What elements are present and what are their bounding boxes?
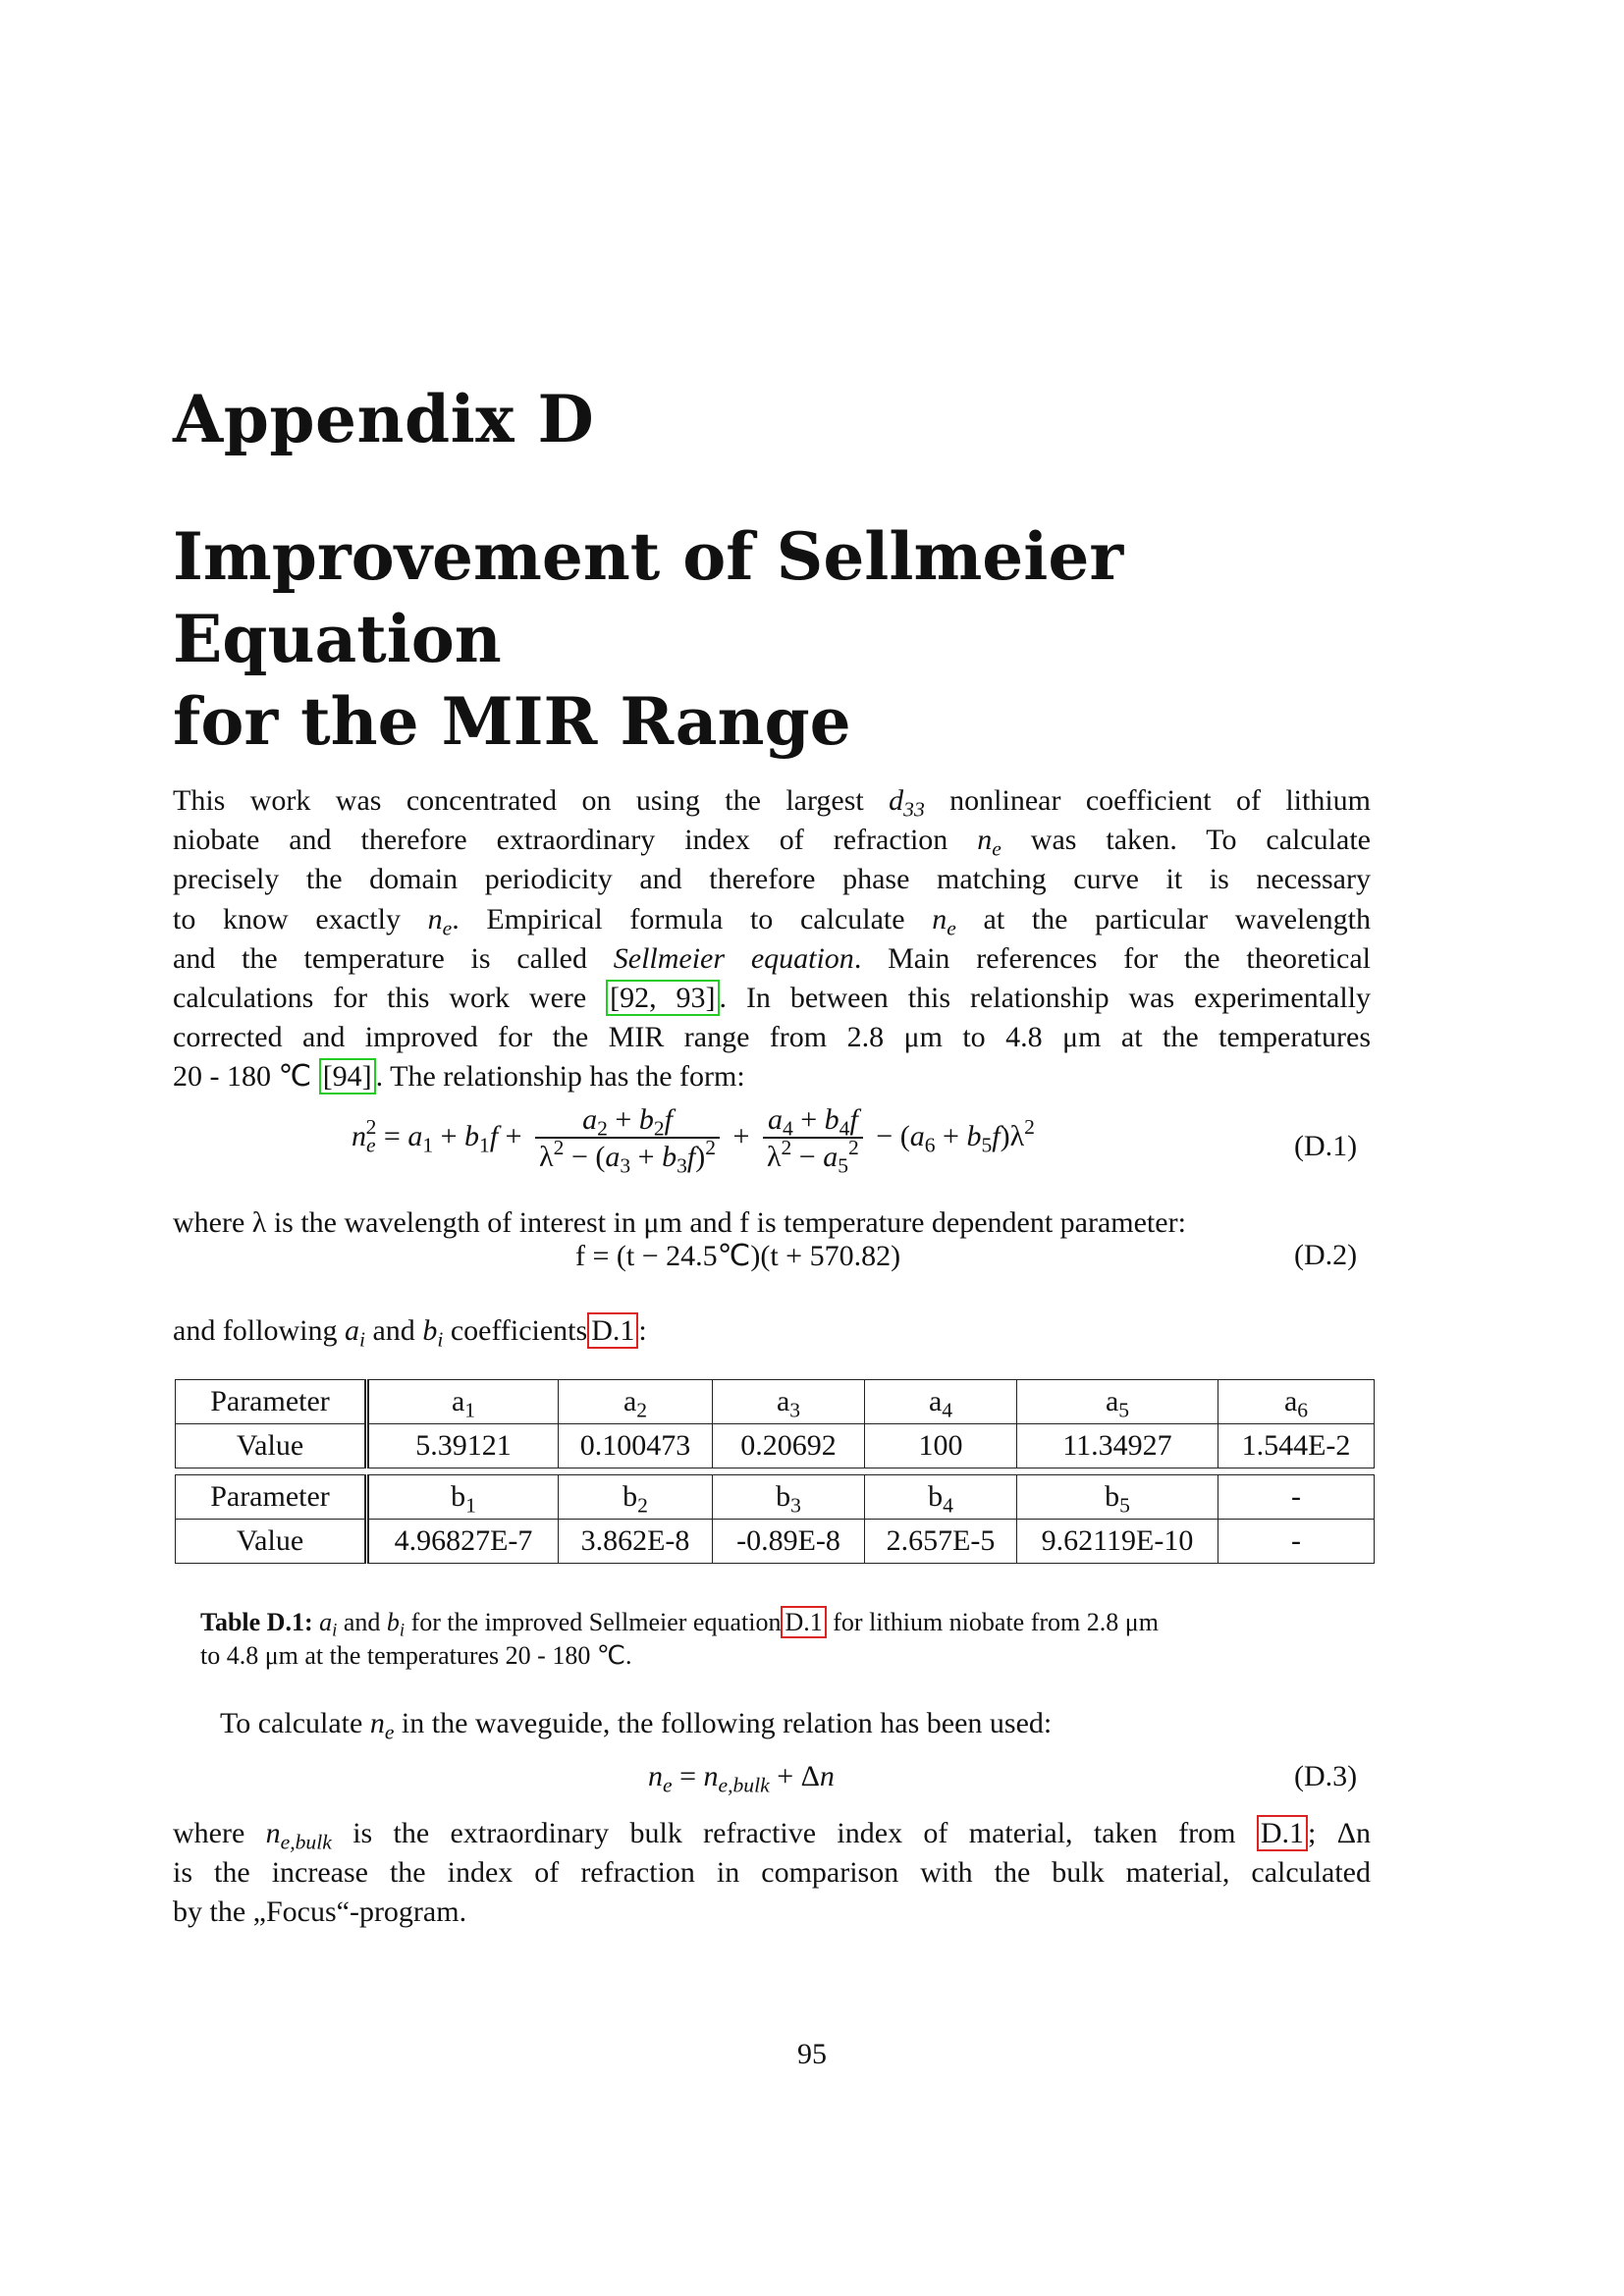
waveguide-paragraph: where $n_{e,bulk}$ is the extraordinary bulk refractive index of material, taken from D.1 ; Δn is the increase the index of refraction in comparison with the bulk material, calculated by the „Focus“-program. — [173, 1817, 1372, 1929]
table-cell: $a_4$ — [865, 1380, 1017, 1424]
chapter-title — [173, 515, 1449, 763]
equation-number-d2: (D.2) — [1294, 1239, 1358, 1271]
citation-link-92-93[interactable]: [92, 93] — [606, 980, 719, 1016]
equation-number-d3: (D.3) — [1294, 1760, 1358, 1792]
table-cell: 1.544E-2 — [1218, 1424, 1375, 1468]
after-d1-line: where λ is the wavelength of interest in μm and f is temperature dependent parameter: — [173, 1206, 1186, 1239]
citation-link-94[interactable]: [94] — [319, 1058, 376, 1095]
table-cell: 5.39121 — [367, 1424, 559, 1468]
equation-d1: $n_e^2 = a_1 + b_1f$ + $\frac{a_2 + b_2f}{\lambda^2 - (a_3 + b_3f)^2}$ + $\frac{a_4 + b_4f}{\lambda^2 - a_5^2}$ − $(a_6 + b_5f)\lambda^2$ — [352, 1103, 1035, 1178]
table-cell: - — [1218, 1520, 1375, 1564]
equation-link-d1[interactable]: D.1 — [781, 1606, 826, 1638]
table-cell: Parameter — [176, 1475, 367, 1520]
table-caption: Table D.1: $a_i$ and $b_i$ for the improved Sellmeier equation D.1 for lithium niobate from 2.8 μm to 4.8 μm at the temperatures 20 - 180 ℃. — [200, 1608, 1159, 1670]
equation-d2: f = (t − 24.5℃)(t + 570.82) — [575, 1240, 901, 1272]
table-cell: $b_2$ — [559, 1475, 713, 1520]
table-cell: $a_3$ — [713, 1380, 865, 1424]
coefficients-line: and following $a_i$ and $b_i$ coefficients D.1 : — [173, 1314, 647, 1352]
table-cell: Value — [176, 1520, 367, 1564]
equation-d3: $n_e = n_{e,bulk} + \Delta n$ — [648, 1760, 835, 1797]
table-cell: $b_5$ — [1017, 1475, 1218, 1520]
table-cell: $b_3$ — [713, 1475, 865, 1520]
table-row — [176, 1424, 1375, 1468]
table-cell: 0.100473 — [559, 1424, 713, 1468]
table-cell: $a_6$ — [1218, 1380, 1375, 1424]
table-cell: 4.96827E-7 — [367, 1520, 559, 1564]
table-cell: 2.657E-5 — [865, 1520, 1017, 1564]
table-cell: Value — [176, 1424, 367, 1468]
equation-number-d1: (D.1) — [1294, 1130, 1358, 1162]
table-cell: $a_5$ — [1017, 1380, 1218, 1424]
table-cell: $b_1$ — [367, 1475, 559, 1520]
table-cell: $a_1$ — [367, 1380, 559, 1424]
table-cell: 9.62119E-10 — [1017, 1520, 1218, 1564]
sellmeier-coefficients-table — [175, 1379, 1375, 1564]
chapter-title-line-2: for the MIR Range — [173, 683, 851, 760]
table-cell: -0.89E-8 — [713, 1520, 865, 1564]
chapter-label: Appendix D — [173, 381, 595, 457]
table-cell: $b_4$ — [865, 1475, 1017, 1520]
table-row — [176, 1520, 1375, 1564]
table-cell: 11.34927 — [1017, 1424, 1218, 1468]
table-link-d1[interactable]: D.1 — [587, 1312, 638, 1349]
table-row — [176, 1475, 1375, 1520]
intro-paragraph: This work was concentrated on using the largest $d_{33}$ nonlinear coefficient of lithium niobate and therefore extraordinary index of refraction $n_e$ was taken. To calculate precisely the domain periodicity and therefore phase matching curve it is necessary to know exactly $n_e$. Empirical formula to calculate $n_e$ at the particular wavelength and the temperature is called Sellmeier equation. Main references for the theoretical calculations for this work were [92, 93] . In between this relationship was experimentally corrected and improved for the MIR range from 2.8 μm to 4.8 μm at the temperatures 20 - 180 ℃ [94] . The relationship has the form: — [173, 784, 1372, 1094]
page-number: 95 — [797, 2038, 827, 2070]
table-row — [176, 1380, 1375, 1424]
table-cell: - — [1218, 1475, 1375, 1520]
table-cell: $a_2$ — [559, 1380, 713, 1424]
table-cell: Parameter — [176, 1380, 367, 1424]
table-cell: 0.20692 — [713, 1424, 865, 1468]
table-cell: 3.862E-8 — [559, 1520, 713, 1564]
equation-link-d1-bulk[interactable]: D.1 — [1257, 1815, 1308, 1851]
chapter-title-line-1: Improvement of Sellmeier Equation — [173, 518, 1124, 677]
waveguide-intro: To calculate $n_e$ in the waveguide, the following relation has been used: — [220, 1707, 1053, 1744]
table-cell: 100 — [865, 1424, 1017, 1468]
